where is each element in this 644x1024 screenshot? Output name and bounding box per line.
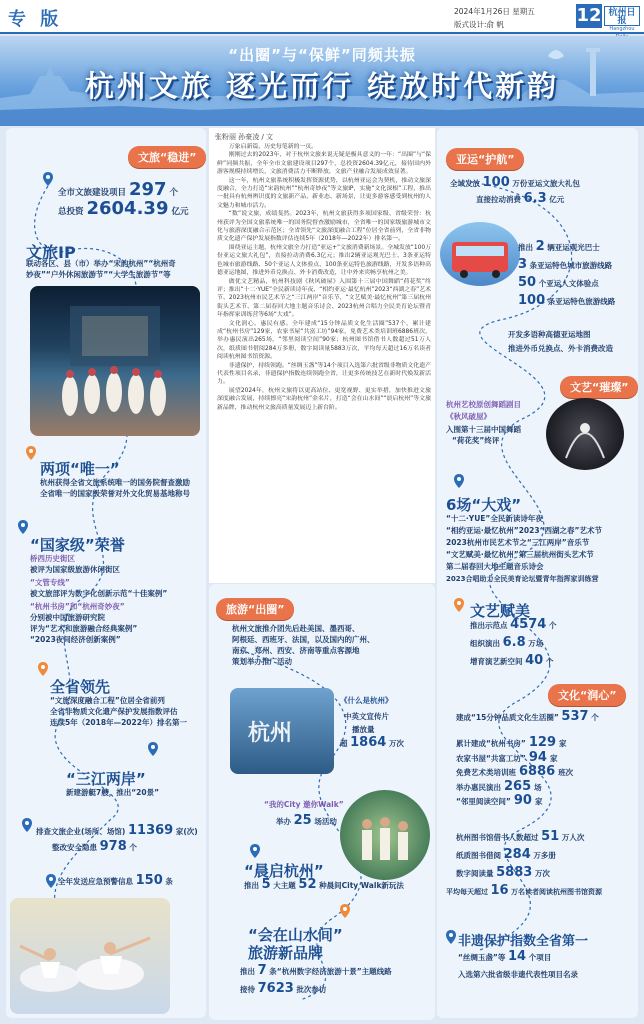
culture-stat-label: “邻里阅读空间” xyxy=(456,797,511,806)
lib-v4: 16 xyxy=(490,883,509,898)
feiyi-stat xyxy=(458,949,552,964)
lib-u2: 万多册 xyxy=(533,851,556,860)
route-stat xyxy=(518,293,616,308)
article-paragraph: 非遗保护，持续领跑。“丝绸玉盏”等14个项目入选第六批省级非物质文化遗产代表性项目名录，非遗保护指数连续领跑全省，让更多传统技艺在新时代焕发新活力。 xyxy=(217,362,431,386)
enterprise-label: 排查文旅企业(场所、场馆) xyxy=(36,827,126,836)
feiyi-l1: “丝绸玉盏”等 xyxy=(458,953,506,962)
national-honor-l6: 分别被中国旅游研究院 xyxy=(30,613,105,622)
enterprise-value: 11369 xyxy=(127,823,174,838)
page-number: 12 xyxy=(576,5,602,26)
culture-stat-row xyxy=(456,735,634,750)
tag-asian-games-huhang: 亚运“护航” xyxy=(446,148,524,170)
national-honor-l3: “文管专线” xyxy=(30,578,70,587)
article-paragraph: 文化润心，惠民有感。全年建成“15分钟品质文化生活圈”537个，累计建成“杭州书房”129家，农家书屋“共富工坊”94家，免费艺术类培训班6886班次，举办惠民演出265场，“邻里阅读空间”90家；杭州图书馆借书人数超过51万人次，纸质图书借阅284万多册，数字阅读量5883万次，平均每天超过16万名读者阅读杭州图书馆资源。 xyxy=(217,320,431,361)
date-line: 2024年1月26日 星期五 xyxy=(454,7,535,16)
culture-stat-unit: 家 xyxy=(559,739,567,748)
bus-stat xyxy=(518,239,600,254)
article-paragraph: “数”说文旅，成绩斐然。2023年，杭州文旅获得多项国家级、省级荣誉：杭州获评为全国文旅系统唯一的国务院督查激励城市，全省唯一的国家级旅游城市文化与旅游深度融合示范区；全省领先“文旅深度融合工程”位居全省前列，全省非物质文化遗产保护发展指数评估连续5年（2018年—2022年）排名第一。 xyxy=(217,211,431,243)
big-shows-l1: “十二·YUE”全民新读诗年夜 xyxy=(446,514,543,523)
location-pin-icon xyxy=(26,446,36,460)
video-prefix: 超 xyxy=(340,739,348,748)
shanshui-l3: 接待 xyxy=(240,985,255,994)
newspaper-logo xyxy=(604,6,640,32)
enterprise-unit: 家(次) xyxy=(175,827,198,836)
line-label: 条亚运特色城市旅游线路 xyxy=(529,261,613,270)
fumei-stat1 xyxy=(470,617,557,632)
culture-stats-list xyxy=(456,735,634,811)
location-pin-icon xyxy=(340,904,350,918)
shanshui-title2: 旅游新品牌 xyxy=(248,944,324,962)
line-stat xyxy=(518,257,613,272)
chenqi-l2: 大主题 xyxy=(273,881,296,890)
rectify-label: 整改安全隐患 xyxy=(52,843,97,852)
lib-l1: 杭州图书馆借书人数超过 xyxy=(456,833,539,842)
lib-stat2 xyxy=(456,847,556,862)
dance-illustration xyxy=(30,286,200,436)
culture-stat-value: 6886 xyxy=(519,764,556,779)
location-pin-icon xyxy=(38,662,48,676)
tag-wenlv-wenjin: 文旅“稳进” xyxy=(128,146,206,168)
video-still-caption: 杭州 xyxy=(248,721,293,746)
national-honor-l7: 评为“艺术和旅游融合经典案例” xyxy=(30,624,138,633)
video-unit: 万次 xyxy=(388,739,404,748)
location-pin-icon xyxy=(18,520,28,534)
quan-unit: 个 xyxy=(591,713,599,722)
dance-l1: 杭州艺校原创舞蹈剧目 xyxy=(446,400,521,409)
shanshui-title1: “会在山水间” xyxy=(248,926,343,944)
lib-stat3 xyxy=(456,865,550,880)
fumei-v1: 4574 xyxy=(510,617,547,632)
editor-line: 版式设计:俞 帆 xyxy=(454,20,504,29)
gift-value: 100 xyxy=(482,175,510,190)
location-pin-icon xyxy=(446,930,456,944)
walk-value: 25 xyxy=(293,813,312,828)
city-walk-photo xyxy=(340,790,430,880)
feiyi-l3: 入选第六批省级非遗代表性项目名录 xyxy=(458,970,578,979)
culture-stat-unit: 家 xyxy=(534,797,543,806)
route-value: 100 xyxy=(518,293,546,308)
lib-stat4 xyxy=(446,883,602,898)
gift-stat xyxy=(450,175,580,190)
fx-line: 推进外币兑换点、外卡消费改造 xyxy=(508,344,613,353)
national-honor-title: “国家级”荣誉 xyxy=(30,536,125,554)
wenlv-ip-title: 文旅IP xyxy=(26,243,76,262)
video-l1: 中英文宣传片 xyxy=(344,712,389,721)
shanshui-stat1 xyxy=(240,963,392,978)
warning-unit: 条 xyxy=(165,877,173,886)
video-l2: 播放量 xyxy=(352,725,375,734)
projects-label: 全市文旅建设项目 xyxy=(58,188,127,198)
lib-l2: 纸质图书借阅 xyxy=(456,851,501,860)
lib-u1: 万人次 xyxy=(561,833,585,842)
fumei-l1: 推出示范点 xyxy=(470,621,508,630)
shanshui-v1: 7 xyxy=(257,963,267,978)
walk-title: “我的City 邀你Walk” xyxy=(264,800,344,809)
location-pin-icon xyxy=(250,844,260,858)
chuquan-l2: 阿根廷、西班牙、法国，以及国内的广州、 xyxy=(232,635,375,644)
fumei-stat2 xyxy=(470,635,544,650)
walk-stat xyxy=(276,813,337,828)
province-lead-l3: 连续5年（2018年—2022年）排名第一 xyxy=(50,718,187,727)
article-paragraph: 做优文艺精品，杭州科技剧《秋风破屋》入围第十三届中国舞蹈“荷花奖”终评；推出“十二·YUE”全民新读诗年夜、“相约亚运·最忆杭州”2023“西湖之春”艺术节、2023杭州市民艺术节之“三江两岸”音乐节、“文艺赋美·最忆杭州”第三届杭州街头艺术节、第二届春回大地主题音乐诗会、2023杭州合唱力全民美育论坛暨青年指挥家训练营等6场“大戏”。 xyxy=(217,278,431,319)
fumei-v3: 40 xyxy=(525,653,544,668)
culture-stat-label: 农家书屋“共富工坊” xyxy=(456,753,526,763)
bus-l2: 辆亚运观光巴士 xyxy=(547,243,600,252)
lib-l3: 数字阅读量 xyxy=(456,869,494,878)
dance-l4: “荷花奖”终评 xyxy=(452,436,500,445)
exp-label: 个亚运人文体验点 xyxy=(538,279,599,288)
three-rivers-line: 新建游艇7艘，推出“20景” xyxy=(66,788,160,797)
tag-culture-runxin: 文化“润心” xyxy=(548,684,626,706)
drama-illustration xyxy=(546,398,624,470)
lib-v3: 5883 xyxy=(496,865,533,880)
chuquan-l1: 杭州文旅推介团先后赴美国、墨西哥、 xyxy=(232,624,360,633)
fumei-title: 文艺赋美 xyxy=(470,602,531,620)
fumei-u2: 万场 xyxy=(528,639,544,648)
warning-stat xyxy=(58,873,173,888)
newspaper-name-en: Hangzhou xyxy=(609,26,635,32)
province-lead-title: 全省领先 xyxy=(50,678,111,696)
ballet-dancers-photo xyxy=(10,898,170,1014)
province-lead-l1: “文旅深度融合工程”位居全省前列 xyxy=(50,696,165,705)
culture-stat-row xyxy=(456,778,634,794)
chenqi-v1: 5 xyxy=(261,877,271,892)
culture-stat-value: 94 xyxy=(528,749,547,765)
rectify-unit: 个 xyxy=(129,843,137,852)
feiyi-title: 非遗保护指数全省第一 xyxy=(458,934,589,949)
line-value: 3 xyxy=(518,257,528,272)
projects-unit: 个 xyxy=(169,188,179,198)
warning-label: 全年发送应急预警信息 xyxy=(58,877,133,886)
article-paragraph: 万象启新篇，历史每笔新的一页。 xyxy=(228,144,318,150)
spend-l1: 直接拉动消费 xyxy=(476,195,521,204)
national-honor-l5: “杭州书房”和“杭州奇妙夜” xyxy=(30,602,125,611)
article-paragraph: 这一年，杭州文旅系统积极发挥资源优势，以杭州亚运会为契机，推动文旅深度融合，全力打造“宋韵杭州”“杭州奇妙夜”等文旅IP，实施“文化深根”工程，推出一批具有杭州辨识度的文旅新产品、新业态、新场景，让更多游客感受到杭州的人文魅力和城市活力。 xyxy=(217,177,431,209)
fumei-v2: 6.8 xyxy=(502,635,526,650)
rectify-stat xyxy=(52,839,137,854)
two-only-line2: 全省唯一的国家级荣誉对外文化贸易基地称号 xyxy=(40,489,190,498)
route-label: 条亚运特色旅游线路 xyxy=(547,297,616,306)
chuquan-l3: 南京、郑州、西安、济南等重点客源地 xyxy=(232,646,360,655)
lib-stat1 xyxy=(456,829,585,844)
location-pin-icon xyxy=(46,874,56,888)
fumei-l3: 增育演艺新空间 xyxy=(470,657,523,666)
newspaper-name: 杭州日报 xyxy=(608,8,636,26)
big-shows-l5: 第二届春回大地主题音乐诗会 xyxy=(446,562,544,571)
location-pin-icon xyxy=(148,742,158,756)
culture-stat-label: 举办惠民演出 xyxy=(456,782,501,792)
chenqi-title: “晨启杭州” xyxy=(244,862,324,880)
projects-stat xyxy=(58,179,179,200)
dance-l2: 《秋风破屋》 xyxy=(446,412,491,421)
ip-desc-line2: 妙夜”“户外休闲旅游节”“大学生旅游节”等 xyxy=(26,270,171,279)
quan-stat xyxy=(456,709,599,724)
culture-stat-label: 免费艺术类培训班 xyxy=(456,768,516,777)
culture-stat-unit: 班次 xyxy=(558,768,574,777)
culture-stat-row xyxy=(456,793,634,808)
walk-unit: 场活动 xyxy=(314,817,337,826)
walk-label: 举办 xyxy=(276,817,291,826)
exp-stat xyxy=(518,275,599,290)
article-paragraph: 围绕亚运主题，杭州文旅全力打造“亚运+”文旅消费新场景。全城发放“100万份亚运文旅大礼包”，直接拉动消费6.3亿元；推出2辆亚运观光巴士、3条亚运特色城市旅游线路、50个亚运人文体验点、100条亚运特色旅游线路，开发多语种高德亚运地图，推进外币兑换点、外卡消费改造，让中外来宾畅享杭州之美。 xyxy=(217,244,431,277)
bus-value: 2 xyxy=(535,239,545,254)
two-only-title: 两项“唯一” xyxy=(40,460,120,478)
enterprise-stat xyxy=(36,823,198,838)
page-header xyxy=(0,0,644,34)
chenqi-v2: 52 xyxy=(298,877,317,892)
national-honor-l8: “2023夜间经济创新案例” xyxy=(30,635,121,644)
chuquan-l4: 策划举办推广活动 xyxy=(232,657,292,666)
quan-label: 建成“15分钟品质文化生活圈” xyxy=(456,713,559,722)
section-label: 专 版 xyxy=(8,9,63,30)
culture-stat-unit: 家 xyxy=(549,753,558,763)
sightseeing-bus-photo xyxy=(440,222,520,286)
article-paragraph: 展望2024年，杭州文旅将以更高站位、更宽视野、更实举措，加快推进文旅深度融合发展，持续擦亮“宋韵杭州”金名片，打造“会在山水间”“晨启杭州”等文旅新品牌，推动杭州文旅高质量发展迈上新台阶。 xyxy=(217,387,431,411)
national-honor-l1: 桥西历史街区 xyxy=(30,554,75,563)
bus-l1: 推出 xyxy=(518,243,533,252)
chenqi-stat xyxy=(244,877,404,892)
culture-stat-value: 129 xyxy=(528,735,556,750)
gift-l2: 万份亚运文旅大礼包 xyxy=(512,179,580,188)
banner xyxy=(0,36,644,126)
province-lead-l2: 全省非物质文化遗产保护发展指数评估 xyxy=(50,707,178,716)
dance-drama-photo xyxy=(546,398,624,470)
investment-value: 2604.39 xyxy=(86,198,169,219)
ip-desc-line1: 联动各区、县（市）举办“宋韵杭州”“杭州奇 xyxy=(26,259,176,268)
lib-v2: 284 xyxy=(503,847,531,862)
investment-stat xyxy=(58,198,189,219)
culture-stat-label: 累计建成“杭州书房” xyxy=(456,739,526,748)
video-value: 1864 xyxy=(350,735,387,750)
culture-stat-value: 90 xyxy=(513,793,532,808)
culture-stat-row xyxy=(456,749,634,765)
big-shows-l2: “相约亚运·最忆杭州”2023“西湖之春”艺术节 xyxy=(446,526,602,535)
shanshui-v2: 7623 xyxy=(257,981,294,996)
dance-l3: 入围第十三届中国舞蹈 xyxy=(446,425,521,434)
banner-kicker: “出圈”与“保鲜”同频共振 xyxy=(228,46,416,64)
article-paragraph: 刚刚过去的2023年，对于杭州文旅来说无疑是极具意义的一年：“出圈”与“保鲜”同频共振，全年全市文旅建设项目297个，总投资2604.39亿元，接待国内外游客规模持续增长，文旅消费活力不断释放，文旅产业融合发展成效显著。 xyxy=(217,152,431,176)
big-shows-l3: 2023杭州市民艺术节之“三江两岸”音乐节 xyxy=(446,538,590,547)
shanshui-l2: 条“杭州数字经济旅游十景”主题线路 xyxy=(269,967,392,976)
investment-label: 总投资 xyxy=(58,207,84,217)
two-only-line1: 杭州获得全省文旅系统唯一的国务院督查激励 xyxy=(40,478,190,487)
quan-value: 537 xyxy=(561,709,589,724)
location-pin-icon xyxy=(454,474,464,488)
video-stat xyxy=(340,735,404,750)
promo-video-still xyxy=(230,688,334,774)
investment-unit: 亿元 xyxy=(171,207,189,217)
lib-v1: 51 xyxy=(541,829,560,844)
location-pin-icon xyxy=(22,818,32,832)
video-title: 《什么是杭州》 xyxy=(340,696,393,705)
lib-u3: 万次 xyxy=(534,869,550,878)
tag-travel-chuquan: 旅游“出圈” xyxy=(216,598,294,620)
fumei-l2: 组织演出 xyxy=(470,639,500,648)
banner-headline: 杭州文旅 逐光而行 绽放时代新韵 xyxy=(84,69,560,103)
feiyi-value: 14 xyxy=(507,949,527,964)
shanshui-l4: 批次参访 xyxy=(296,985,327,994)
spend-stat xyxy=(476,191,565,206)
ballet-illustration xyxy=(10,898,170,1014)
bus-illustration xyxy=(440,222,520,286)
chenqi-l1: 推出 xyxy=(244,881,259,890)
exp-value: 50 xyxy=(518,275,537,290)
article-byline: 张粉丽 孙豪凌 / 文 xyxy=(215,133,274,141)
national-honor-l2: 被评为国家级旅游休闲街区 xyxy=(30,565,120,574)
walkers-illustration xyxy=(340,790,430,880)
lib-l4: 平均每天超过 xyxy=(446,888,488,896)
culture-stat-unit: 场 xyxy=(534,782,542,792)
big-shows-title: 6场“大戏” xyxy=(446,496,522,514)
culture-stat-row xyxy=(456,764,634,779)
chenqi-l3: 种晨间City Walk新玩法 xyxy=(319,881,404,890)
shanshui-l1: 推出 xyxy=(240,967,255,976)
spend-value: 6.3 xyxy=(523,191,547,206)
gift-l1: 全域发放 xyxy=(450,179,480,188)
spend-unit: 亿元 xyxy=(549,195,565,204)
article-body xyxy=(217,143,431,575)
three-rivers-title: “三江两岸” xyxy=(66,770,146,788)
location-pin-icon xyxy=(43,172,53,186)
fumei-u3: 个 xyxy=(545,657,554,666)
feiyi-l2: 个项目 xyxy=(528,953,552,962)
culture-stat-value: 265 xyxy=(504,778,532,794)
shanshui-stat2 xyxy=(240,981,327,996)
lib-u4: 万名读者阅读杭州图书馆资源 xyxy=(510,888,602,896)
location-pin-icon xyxy=(454,598,464,612)
projects-value: 297 xyxy=(128,179,167,200)
tag-art-cuican: 文艺“璀璨” xyxy=(560,376,638,398)
national-honor-l4: 被文旅部评为数字化创新示范“十佳案例” xyxy=(30,589,168,598)
big-shows-l4: “文艺赋美·最忆杭州”第三届杭州街头艺术节 xyxy=(446,550,594,559)
fumei-u1: 个 xyxy=(548,621,557,630)
warning-value: 150 xyxy=(135,873,163,888)
big-shows-l6: 2023合唱助力全民美育论坛暨青年指挥家训练营 xyxy=(446,575,599,583)
song-dynasty-dance-photo xyxy=(30,286,200,436)
rectify-value: 978 xyxy=(99,839,127,854)
map-line: 开发多语种高德亚运地图 xyxy=(508,330,591,339)
fumei-stat3 xyxy=(470,653,554,668)
